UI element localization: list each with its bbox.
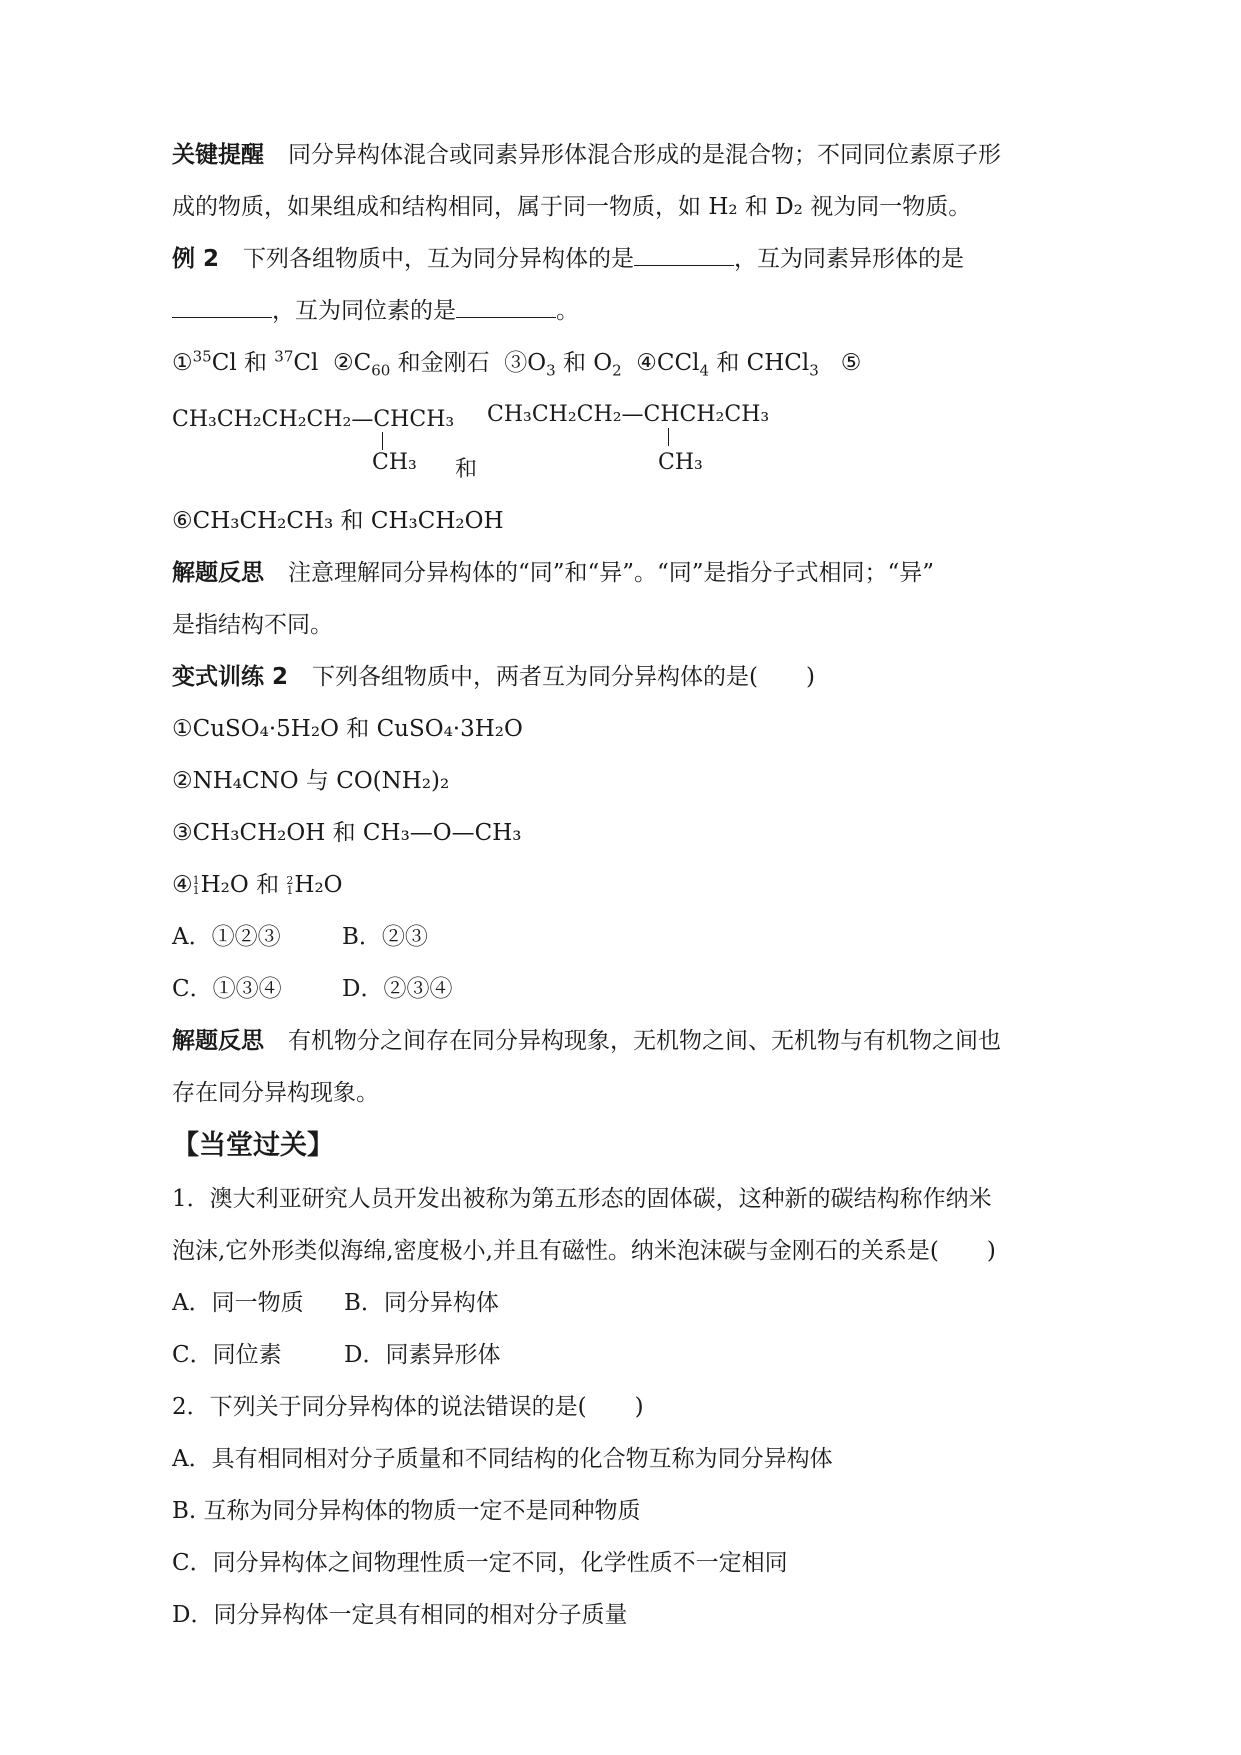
tip-line-2: [172, 191, 971, 223]
isotope-1-atomic: 1: [192, 884, 200, 897]
variant2-label: 变式训练 2: [172, 664, 289, 690]
variant2-item-4: [172, 869, 343, 901]
q1-choice-b[interactable]: B．同分异构体: [344, 1290, 499, 1316]
q1-text-2: 泡沫,它外形类似海绵,密度极小,并且有磁性。纳米泡沫碳与金刚石的关系是(: [172, 1238, 939, 1264]
option-2-text: 和金刚石: [390, 350, 490, 376]
isotope-1-prefix: [193, 876, 200, 896]
example2-text-1b: ，互为同素异形体的是: [734, 246, 965, 272]
reflect1-text-1: 注意理解同分异构体的“同”和“异”。“同”是指分子式相同；“异”: [288, 560, 935, 586]
variant2-item-1: ①CuSO₄·5H₂O 和 CuSO₄·3H₂O: [172, 716, 523, 742]
reflect2-line-1: [172, 1025, 1001, 1057]
variant2-choices-ab: [172, 921, 428, 953]
q2-text: 2．下列关于同分异构体的说法错误的是(: [172, 1394, 587, 1420]
formula-h2: H₂: [708, 194, 738, 220]
variant2-item-3: ③CH₃CH₂OH 和 CH₃—O—CH₃: [172, 820, 522, 846]
option-3-text: 和 O: [555, 350, 613, 376]
item-4-mid: H₂O 和: [200, 872, 287, 898]
tip-label: 关键提醒: [172, 142, 264, 168]
reflect2-text-2: 存在同分异构现象。: [172, 1080, 379, 1106]
option-3-sub2: 2: [612, 361, 622, 380]
variant2-question-line: [172, 661, 815, 693]
example2-text-1a: 下列各组物质中，互为同分异构体的是: [243, 246, 635, 272]
option-4-sub2: 3: [809, 361, 819, 380]
isotope-2-prefix: [286, 876, 293, 896]
example2-line-1: [172, 243, 964, 275]
isotope-2-atomic: 1: [286, 884, 294, 897]
tip-line-1: [172, 139, 1001, 171]
option-3-sub: 3: [546, 361, 556, 380]
isotope-1-mass: 1: [192, 874, 200, 887]
option-1-marker: ①: [172, 350, 193, 376]
item-4-marker: ④: [172, 872, 193, 898]
answer-blank-allotrope[interactable]: [172, 295, 272, 318]
q2-choice-c[interactable]: C．同分异构体之间物理性质一定不同，化学性质不一定相同: [172, 1550, 788, 1576]
tip-text-2b: 视为同一物质。: [802, 194, 972, 220]
q1-close-paren: ): [986, 1238, 996, 1264]
q1-text-1: 1．澳大利亚研究人员开发出被称为第五形态的固体碳，这种新的碳结构称作纳米: [172, 1186, 992, 1212]
answer-blank-isotope[interactable]: [456, 295, 556, 318]
option-2-sub: 60: [371, 361, 391, 380]
variant2-close-paren: ): [806, 664, 815, 690]
variant2-item-2: ②NH₄CNO 与 CO(NH₂)₂: [172, 768, 450, 794]
structure-and: 和: [455, 457, 478, 482]
option-4-sub: 4: [699, 361, 710, 380]
q2-choice-b[interactable]: B. 互称为同分异构体的物质一定不是同种物质: [172, 1498, 641, 1524]
option-3: ③O: [504, 350, 547, 376]
example2-options-line: [172, 347, 861, 379]
variant2-choice-b[interactable]: B．②③: [342, 924, 428, 950]
q1-line-2: [172, 1235, 996, 1267]
option-4-text: 和 CHCl: [709, 350, 810, 376]
variant2-choice-a[interactable]: A．①②③: [172, 924, 281, 950]
q2-choice-d[interactable]: D．同分异构体一定具有相同的相对分子质量: [172, 1602, 628, 1628]
reflect1-line-1: [172, 557, 934, 589]
q2-line: [172, 1391, 644, 1423]
structure-1-branch: CH₃: [372, 450, 417, 475]
q1-choice-a[interactable]: A．同一物质: [172, 1290, 304, 1316]
example2-label: 例 2: [172, 246, 220, 272]
item-4-end: H₂O: [294, 872, 343, 898]
example2-text-2a: ，互为同位素的是: [272, 298, 456, 324]
example2-text-2b: 。: [556, 298, 579, 324]
variant2-choice-d[interactable]: D．②③④: [342, 976, 453, 1002]
option-4: ④CCl: [636, 350, 700, 376]
example2-line-2: [172, 295, 579, 327]
q1-choices-cd: [172, 1339, 500, 1371]
reflect1-label: 解题反思: [172, 560, 264, 586]
mass-number-35: 35: [192, 347, 212, 366]
tip-text-2a: 成的物质，如果组成和结构相同，属于同一物质，如: [172, 194, 709, 220]
q1-choice-d[interactable]: D．同素异形体: [344, 1342, 501, 1368]
option-5-marker: ⑤: [840, 350, 862, 376]
structure-2-bond: [668, 428, 669, 446]
reflect2-text-1: 有机物分之间存在同分异构现象，无机物之间、无机物与有机物之间也: [288, 1028, 1001, 1054]
q2-choice-a[interactable]: A．具有相同相对分子质量和不同结构的化合物互称为同分异构体: [172, 1446, 833, 1472]
option-1-text2: Cl: [293, 350, 319, 376]
option-2: ②C: [332, 350, 372, 376]
q1-choice-c[interactable]: C．同位素: [172, 1342, 282, 1368]
q2-close-paren: ): [634, 1394, 644, 1420]
isotope-2-mass: 2: [286, 874, 294, 887]
variant2-choice-c[interactable]: C．①③④: [172, 976, 282, 1002]
structure-2-main: CH₃CH₂CH₂—CHCH₂CH₃: [487, 402, 770, 427]
option-1-text: Cl 和: [211, 350, 275, 376]
and-word: 和: [737, 194, 776, 220]
section-title: 【当堂过关】: [172, 1130, 334, 1161]
formula-d2: D₂: [775, 194, 803, 220]
option-6: ⑥CH₃CH₂CH₃ 和 CH₃CH₂OH: [172, 508, 504, 534]
structure-2-branch: CH₃: [658, 450, 703, 475]
q1-choices-ab: [172, 1287, 499, 1319]
mass-number-37: 37: [274, 347, 294, 366]
structure-1-main: CH₃CH₂CH₂CH₂—CHCH₃: [172, 407, 455, 432]
tip-text-1: 同分异构体混合或同素异形体混合形成的是混合物；不同同位素原子形: [288, 142, 1001, 168]
reflect2-label: 解题反思: [172, 1028, 264, 1054]
reflect1-text-2: 是指结构不同。: [172, 612, 333, 638]
variant2-choices-cd: [172, 973, 452, 1005]
answer-blank-isomer[interactable]: [634, 243, 734, 266]
variant2-question: 下列各组物质中，两者互为同分异构体的是(: [312, 664, 758, 690]
